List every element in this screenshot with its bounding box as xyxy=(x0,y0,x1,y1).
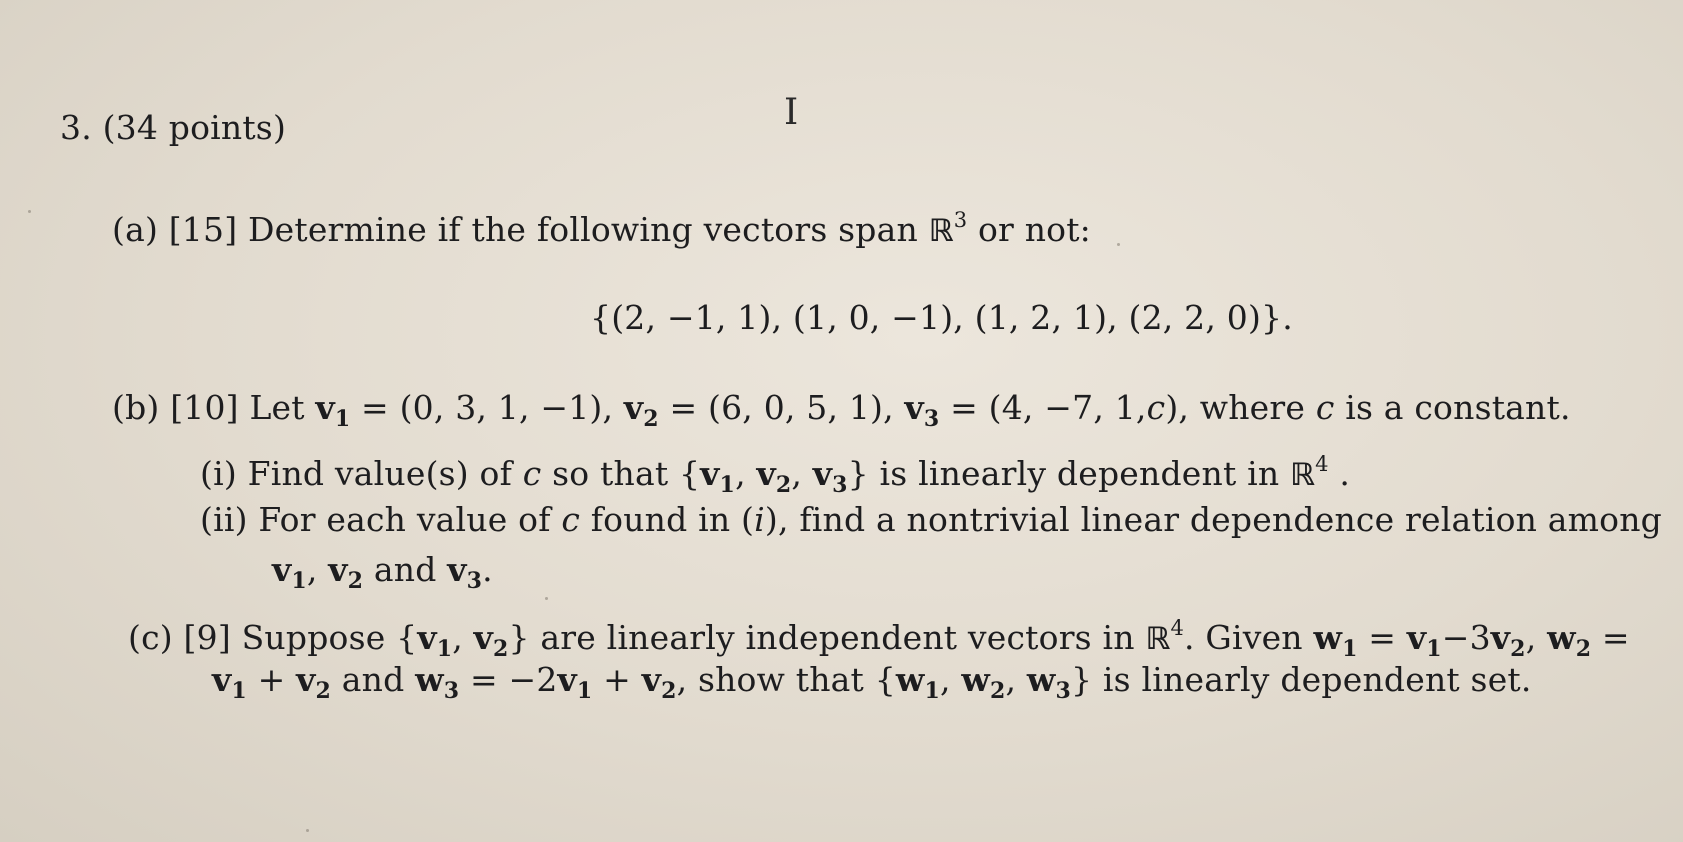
part-b-i-space: ℝ xyxy=(1290,457,1316,493)
part-b-i-end: . xyxy=(1339,454,1351,493)
set-w2-sub: 2 xyxy=(990,678,1006,704)
part-a-text-end: or not: xyxy=(977,210,1092,249)
part-a-space-symbol: ℝ xyxy=(928,213,954,249)
part-b-ii-ref-i: i xyxy=(754,500,765,539)
part-b-constant-text: is a constant. xyxy=(1345,388,1571,427)
part-c-text1: Suppose { xyxy=(241,618,418,657)
part-b-i-space-dim: 4 xyxy=(1315,452,1329,476)
rel-v3: v xyxy=(447,550,467,589)
w1-symbol: w xyxy=(1313,618,1343,657)
part-c-text5: } is linearly dependent set. xyxy=(1071,660,1532,699)
part-a-statement xyxy=(112,200,1091,251)
rel-v1: v xyxy=(272,550,292,589)
w1-v1-sub: 1 xyxy=(1426,636,1442,662)
part-c-space: ℝ xyxy=(1145,621,1171,657)
v3-value: = (4, −7, 1, xyxy=(950,388,1147,427)
part-b-ii-line2: $v_1$, $v_2$ and $v_3$. xyxy=(272,550,493,594)
part-b-i-text3: } is linearly dependent in xyxy=(847,454,1280,493)
set-w1: w xyxy=(895,660,925,699)
rel-end: . xyxy=(482,550,493,589)
set-v3-sub: 3 xyxy=(832,472,848,498)
part-b-i-text1: Find value(s) of xyxy=(247,454,513,493)
w1-minus3: −3 xyxy=(1441,618,1491,657)
w3-eq: = −2 xyxy=(469,660,558,699)
w2-v1-sub: 1 xyxy=(231,678,247,704)
rel-v2-sub: 2 xyxy=(347,568,364,594)
w1-v1: v xyxy=(1406,618,1427,657)
part-c-text4: , show that { xyxy=(676,660,896,699)
v3-subscript: 3 xyxy=(923,406,940,432)
w2-v1: v xyxy=(212,660,232,699)
w2-sub: 2 xyxy=(1575,636,1592,662)
part-b-ii-text2: found in ( xyxy=(590,500,755,539)
part-b-ii-c: c xyxy=(561,500,581,539)
c-v1: v xyxy=(417,618,437,657)
part-b-ii-text3: ), find a nontrivial linear dependence relation among xyxy=(764,500,1662,539)
rel-v1-sub: 1 xyxy=(291,568,307,594)
w1-eq: = xyxy=(1368,618,1397,657)
part-a-label: (a) xyxy=(112,210,159,249)
part-c-space-dim: 4 xyxy=(1170,616,1185,640)
w3-v2-sub: 2 xyxy=(661,678,677,704)
v2-value: = (6, 0, 5, 1), xyxy=(669,388,894,427)
part-c-line2: $v_1 + v_2$ and $w_3 = -2v_1 + v_2$, show that {$w_1$, $w_2$, $w_3$} is linearly dependent set. xyxy=(212,660,1532,704)
part-b-ii-statement xyxy=(200,500,1662,540)
w1-v2: v xyxy=(1490,618,1511,657)
c-v2-sub: 2 xyxy=(493,636,509,662)
part-b-i-statement: (i) Find value(s) of c so that {$v_1$, $v_2$, $v_3$} is linearly dependent in ℝ$^4$ . xyxy=(200,452,1351,498)
part-c-weight: [9] xyxy=(183,618,231,657)
w2-v2: v xyxy=(296,660,316,699)
set-w3: w xyxy=(1026,660,1056,699)
vector-set-text: {(2, −1, 1), (1, 0, −1), (1, 2, 1), (2, 2, 0)}. xyxy=(590,298,1293,337)
c-v2: v xyxy=(473,618,493,657)
rel-v2: v xyxy=(328,550,348,589)
problem-number: 3. xyxy=(60,108,92,147)
paper-speck xyxy=(28,210,31,213)
part-b-statement xyxy=(112,388,1571,439)
part-b-weight: [10] xyxy=(170,388,239,427)
rel-v3-sub: 3 xyxy=(466,568,483,594)
w2-symbol: w xyxy=(1547,618,1576,657)
part-c-text2: } are linearly independent vectors in xyxy=(508,618,1135,657)
part-a-weight: [15] xyxy=(168,210,238,249)
w2-plus: + xyxy=(257,660,286,699)
v1-symbol: v xyxy=(315,388,335,427)
part-c-text3: . Given xyxy=(1184,618,1303,657)
set-v1-sub: 1 xyxy=(719,472,736,498)
w2-v2-sub: 2 xyxy=(315,678,332,704)
w3-plus: + xyxy=(603,660,631,699)
problem-header xyxy=(60,108,286,148)
part-c-label: (c) xyxy=(128,618,173,657)
w2-eq: = xyxy=(1601,618,1630,657)
w3-v1: v xyxy=(557,660,577,699)
paper-speck xyxy=(545,597,548,600)
part-a-vector-set xyxy=(590,298,1293,338)
w1-v2-sub: 2 xyxy=(1510,636,1526,662)
rel-and: and xyxy=(373,550,437,589)
part-b-ii-label: (ii) xyxy=(200,500,248,539)
w1-sub: 1 xyxy=(1342,636,1358,662)
v1-subscript: 1 xyxy=(334,406,351,432)
v2-symbol: v xyxy=(623,388,644,427)
set-w3-sub: 3 xyxy=(1055,678,1072,704)
set-v2: v xyxy=(756,454,776,493)
v3-symbol: v xyxy=(904,388,924,427)
part-b-let: Let xyxy=(249,388,305,427)
set-v2-sub: 2 xyxy=(775,472,792,498)
part-c-statement: (c) [9] Suppose {$v_1$, $v_2$} are linearly independent vectors in ℝ$^4$. Given $w_1 = v_1-3v_2$, $w_2$ = xyxy=(128,616,1630,662)
set-w1-sub: 1 xyxy=(924,678,941,704)
w3-symbol: w xyxy=(415,660,444,699)
part-b-label: (b) xyxy=(112,388,160,427)
set-v1: v xyxy=(700,454,720,493)
w3-sub: 3 xyxy=(443,678,460,704)
part-b-where: where xyxy=(1199,388,1306,427)
v2-subscript: 2 xyxy=(643,406,659,432)
paper-speck xyxy=(1117,243,1120,246)
part-b-i-label: (i) xyxy=(200,454,237,493)
paper-speck xyxy=(306,829,309,832)
set-w2: w xyxy=(961,660,991,699)
part-b-i-c: c xyxy=(522,454,542,493)
part-a-text: Determine if the following vectors span xyxy=(247,210,918,249)
part-b-i-text2: so that { xyxy=(552,454,701,493)
constant-c: c xyxy=(1146,388,1166,427)
constant-c-ref: c xyxy=(1315,388,1335,427)
w3-v1-sub: 1 xyxy=(576,678,593,704)
w3-v2: v xyxy=(641,660,662,699)
part-a-space-dim: 3 xyxy=(953,208,968,232)
v1-value: = (0, 3, 1, −1), xyxy=(361,388,614,427)
c-v1-sub: 1 xyxy=(436,636,453,662)
v3-close: ), xyxy=(1165,388,1190,427)
part-c-and: and xyxy=(341,660,405,699)
problem-points: (34 points) xyxy=(102,108,287,147)
part-b-ii-text1: For each value of xyxy=(258,500,551,539)
set-v3: v xyxy=(812,454,833,493)
text-cursor-icon: I xyxy=(784,92,799,133)
